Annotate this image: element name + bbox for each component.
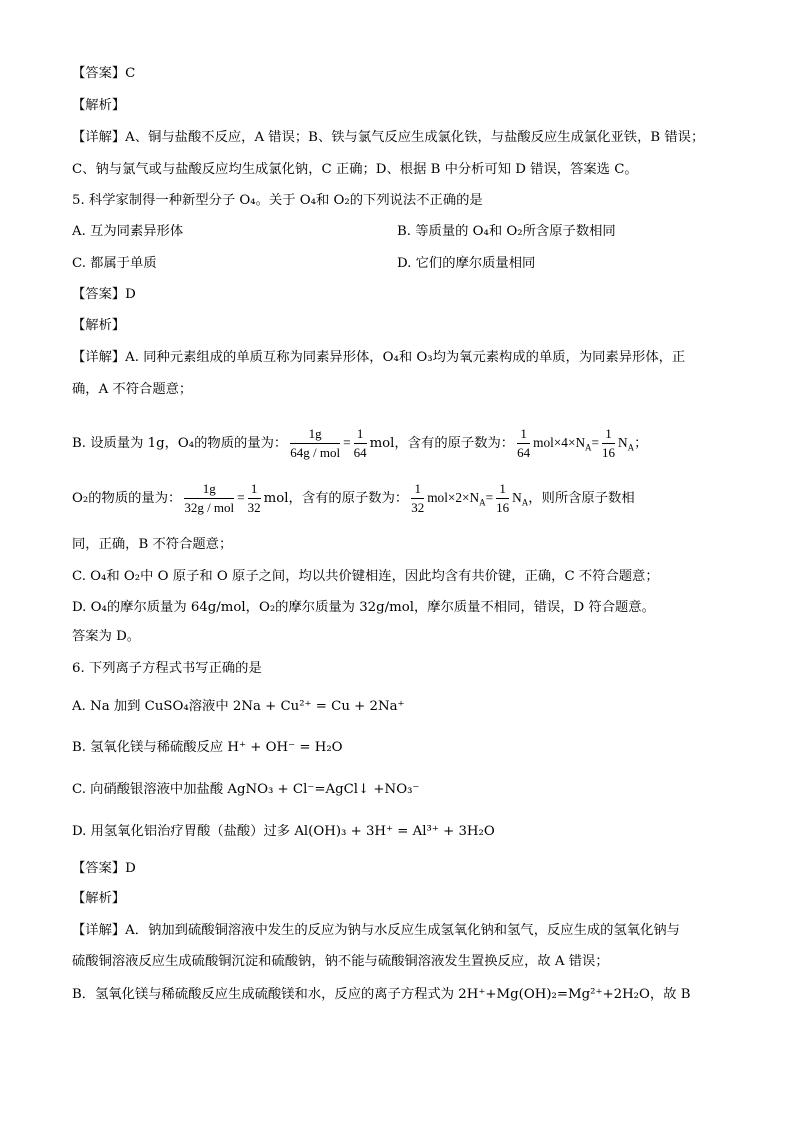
- subscript: A: [521, 497, 529, 508]
- q5-answer: 【答案】D: [72, 287, 136, 302]
- fraction-numerator: 1: [496, 480, 509, 499]
- q5-analysis-label: 【解析】: [72, 318, 126, 333]
- fraction-numerator: 1g: [184, 480, 234, 499]
- q6-option-a: A. Na 加到 CuSO₄溶液中 2Na + Cu²⁺ = Cu + 2Na⁺: [72, 699, 405, 714]
- fraction-denominator: 16: [602, 445, 616, 460]
- equals-sign: =: [485, 490, 494, 505]
- fraction-numerator: 1: [411, 480, 424, 499]
- fraction-numerator: 1: [602, 425, 615, 444]
- equals-sign: =: [237, 490, 245, 505]
- text-segment: ；: [634, 436, 648, 451]
- q4-analysis-label: 【解析】: [72, 98, 126, 113]
- q6-analysis-label: 【解析】: [72, 891, 126, 906]
- q6-stem: 6. 下列离子方程式书写正确的是: [72, 661, 262, 676]
- q4-answer: 【答案】C: [72, 66, 136, 81]
- equals-sign: =: [343, 435, 351, 450]
- text-segment: ，则所含原子数相: [528, 491, 635, 506]
- fraction-denominator: 64: [353, 445, 367, 460]
- fraction-numerator: 1: [248, 480, 261, 499]
- math-expression: mol×4×N: [533, 435, 586, 450]
- q5-options-row1: [72, 222, 724, 242]
- q5-detail-a1: 【详解】A. 同种元素组成的单质互称为同素异形体，O₄和 O₃均为氧元素构成的单质，为同素异形体，正: [72, 350, 686, 365]
- text-segment: O₂的物质的量为：: [72, 491, 182, 506]
- text-segment: mol，含有的原子数为：: [369, 436, 515, 451]
- q6-detail-a1: 【详解】A．钠加到硫酸铜溶液中发生的反应为钠与水反应生成氢氧化钠和氢气，反应生成的氢氧化钠与: [72, 923, 680, 938]
- fraction-denominator: 32: [247, 500, 261, 515]
- equals-sign: =: [591, 435, 600, 450]
- text-segment: B. 设质量为 1g，O₄的物质的量为：: [72, 436, 288, 451]
- fraction: [496, 480, 509, 517]
- q6-option-d: D. 用氢氧化铝治疗胃酸（盐酸）过多 Al(OH)₃ + 3H⁺ = Al³⁺ + 3H₂O: [72, 824, 495, 839]
- q6-answer: 【答案】D: [72, 861, 136, 876]
- q4-detail-line1: 【详解】A、铜与盐酸不反应，A 错误；B、铁与氯气反应生成氯化铁，与盐酸反应生成氯化亚铁，B 错误；: [72, 130, 705, 145]
- fraction: [411, 480, 424, 517]
- fraction-denominator: 64g / mol: [290, 445, 341, 460]
- q5-options-row2: [72, 254, 724, 274]
- q5-detail-d: D. O₄的摩尔质量为 64g/mol，O₂的摩尔质量为 32g/mol，摩尔质量不相同，错误，D 符合题意。: [72, 600, 655, 615]
- q4-detail-line2: C、钠与氯气或与盐酸反应均生成氯化钠，C 正确；D、根据 B 中分析可知 D 错误，答案选 C。: [72, 162, 638, 177]
- subscript: A: [479, 497, 486, 508]
- q6-option-b: B. 氢氧化镁与稀硫酸反应 H⁺ + OH⁻ = H₂O: [72, 740, 343, 755]
- q5-final: 答案为 D。: [72, 629, 141, 644]
- q6-detail-b1: B．氢氧化镁与稀硫酸反应生成硫酸镁和水，反应的离子方程式为 2H⁺+Mg(OH)₂=Mg²⁺+2H₂O，故 B: [72, 987, 691, 1002]
- q6-detail-a2: 硫酸铜溶液反应生成硫酸铜沉淀和硫酸钠，钠不能与硫酸铜溶液发生置换反应，故 A 错误；: [72, 954, 609, 969]
- fraction-denominator: 32: [411, 500, 425, 515]
- math-expression: N: [618, 435, 628, 450]
- fraction: [248, 480, 261, 517]
- subscript: A: [627, 442, 635, 453]
- q6-option-c: C. 向硝酸银溶液中加盐酸 AgNO₃ + Cl⁻=AgCl↓ +NO₃⁻: [72, 782, 420, 797]
- text-segment: mol，含有的原子数为：: [263, 491, 409, 506]
- math-expression: mol×2×N: [427, 490, 480, 505]
- fraction: [354, 425, 367, 462]
- q5-stem: 5. 科学家制得一种新型分子 O₄。关于 O₄和 O₂的下列说法不正确的是: [72, 193, 483, 208]
- q5-detail-b2: [72, 476, 724, 520]
- fraction-denominator: 64: [517, 445, 531, 460]
- fraction-numerator: 1: [354, 425, 367, 444]
- q5-option-a: A. 互为同素异形体: [72, 224, 184, 239]
- q5-option-b: B. 等质量的 O₄和 O₂所含原子数相同: [397, 224, 616, 239]
- fraction: [290, 425, 340, 462]
- subscript: A: [585, 442, 592, 453]
- q5-detail-b3: 同，正确，B 不符合题意；: [72, 537, 233, 552]
- q5-detail-c: C. O₄和 O₂中 O 原子和 O 原子之间，均以共价键相连，因此均含有共价键，正确，C 不符合题意；: [72, 569, 659, 584]
- q5-detail-b1: [72, 421, 724, 465]
- q5-detail-a2: 确，A 不符合题意；: [72, 382, 193, 397]
- fraction-denominator: 32g / mol: [184, 500, 235, 515]
- fraction: [602, 425, 615, 462]
- math-expression: N: [512, 490, 522, 505]
- fraction-denominator: 16: [496, 500, 510, 515]
- fraction: [517, 425, 530, 462]
- fraction-numerator: 1g: [290, 425, 340, 444]
- fraction: [184, 480, 234, 517]
- q5-option-d: D. 它们的摩尔质量相同: [397, 256, 536, 271]
- fraction-numerator: 1: [517, 425, 530, 444]
- q5-option-c: C. 都属于单质: [72, 256, 157, 271]
